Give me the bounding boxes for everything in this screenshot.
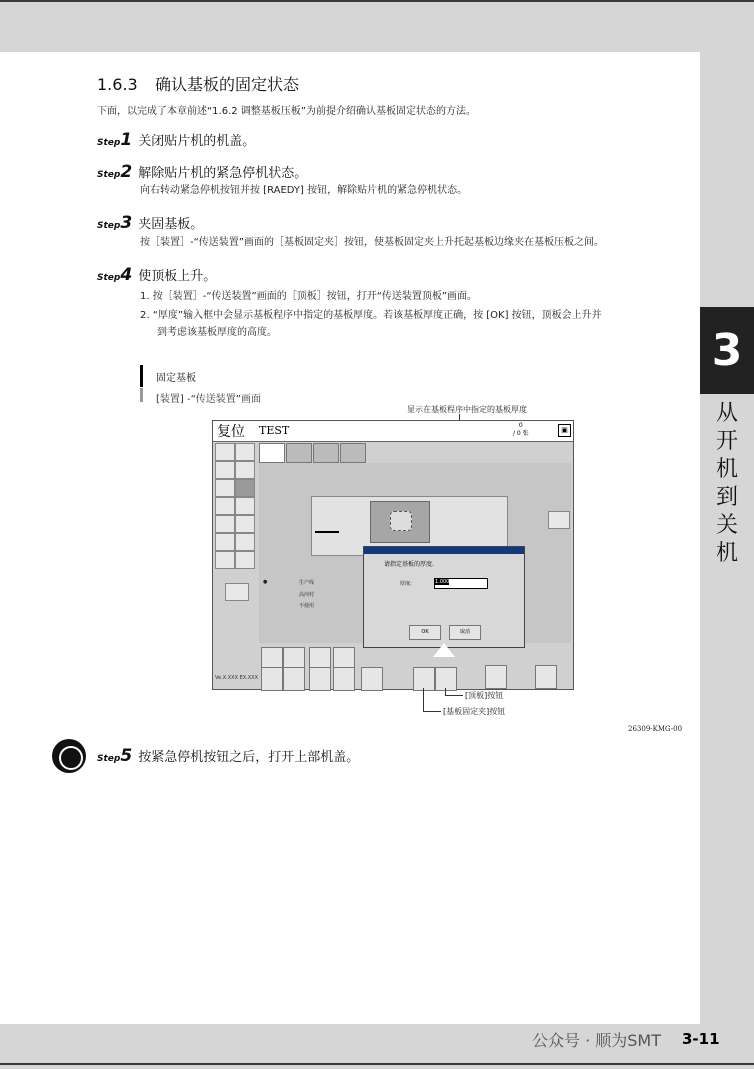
info-label-1: ●	[263, 579, 268, 585]
bottom-btn[interactable]	[309, 667, 331, 691]
info-value-2: 高河村	[299, 592, 315, 598]
figure-bar	[140, 365, 143, 387]
step-4-sub-1: 1. 按［装置］-“传送装置”画面的［顶板］按钮，打开“传送装置顶板”画面。	[140, 291, 478, 302]
side-btn[interactable]	[215, 461, 235, 479]
step-2-desc: 向右转动紧急停机按钮并按 [RAEDY] 按钮，解除贴片机的紧急停机状态。	[140, 185, 468, 196]
screen-header	[213, 421, 573, 442]
bottom-btn[interactable]	[283, 667, 305, 691]
side-btn[interactable]	[235, 443, 255, 461]
step-2: Step2 解除贴片机的紧急停机状态。	[97, 162, 308, 182]
step-4-sub-2b: 到考虑该基板厚度的高度。	[157, 327, 277, 338]
tab-transfer[interactable]	[259, 443, 285, 463]
dialog-titlebar	[364, 547, 524, 554]
window-icon[interactable]: ▣	[558, 424, 571, 437]
annot-board-clamp: [基板固定夹]按钮	[443, 707, 506, 716]
board-counter: 0 / 0 张	[513, 422, 529, 437]
step-3: Step3 夹固基板。	[97, 213, 204, 233]
side-btn[interactable]	[215, 479, 235, 497]
annot-backup-plate: [顶板]按钮	[465, 691, 504, 700]
backup-plate-button[interactable]	[435, 667, 457, 691]
side-btn[interactable]	[215, 515, 235, 533]
bottom-btn[interactable]	[261, 667, 283, 691]
intro-text: 下面，以完成了本章前述“1.6.2 调整基板压板”为前提介绍确认基板固定状态的方法。	[97, 106, 476, 117]
side-btn[interactable]	[235, 515, 255, 533]
side-btn[interactable]	[225, 583, 249, 601]
section-title: 1.6.3 确认基板的固定状态	[97, 75, 300, 94]
machine-screen	[212, 420, 574, 690]
up-arrow-icon	[433, 643, 455, 657]
side-btn[interactable]	[235, 461, 255, 479]
arrow-left	[315, 531, 339, 533]
callout-line-1h	[445, 695, 463, 696]
panel-right-btn[interactable]	[548, 511, 570, 529]
version-text: Ve.X.XXX EX.XXX	[215, 675, 259, 681]
side-btn-device[interactable]	[235, 479, 255, 497]
chapter-title: 从 开 机 到 关 机	[715, 401, 738, 566]
tab[interactable]	[313, 443, 339, 463]
dialog-message: 请指定基板的厚度.	[384, 561, 434, 568]
callout-line-2h	[423, 711, 441, 712]
bottom-btn[interactable]	[535, 665, 557, 689]
tab[interactable]	[286, 443, 312, 463]
figure-bar-light	[140, 388, 143, 402]
chapter-number: 3	[700, 307, 754, 394]
bottom-btn[interactable]	[361, 667, 383, 691]
step-4: Step4 使顶板上升。	[97, 265, 217, 285]
side-btn[interactable]	[215, 497, 235, 515]
side-btn[interactable]	[215, 551, 235, 569]
thickness-dialog	[363, 546, 525, 648]
thickness-label: 厚度:	[400, 581, 412, 587]
step-1: Step1 关闭贴片机的机盖。	[97, 130, 256, 150]
page-number: 3-11	[682, 1030, 720, 1048]
callout-line-2	[423, 688, 424, 712]
figure-title: 固定基板	[156, 373, 196, 384]
cancel-button[interactable]: 取消	[449, 625, 481, 640]
watermark: 公众号 · 顺为SMT	[532, 1031, 661, 1050]
top-rule	[0, 0, 754, 2]
board	[390, 511, 412, 531]
step-4-sub-2: 2. “厚度”输入框中会显示基板程序中指定的基板厚度。若该基板厚度正确，按 [OK] 按钮，顶板会上升并	[140, 310, 602, 321]
bottom-btn[interactable]	[333, 667, 355, 691]
caution-icon	[52, 739, 86, 773]
side-btn[interactable]	[235, 533, 255, 551]
side-btn[interactable]	[235, 497, 255, 515]
reset-button[interactable]: 复位	[217, 424, 245, 440]
figure-code: 26309-KMG-00	[628, 725, 683, 733]
program-name: TEST	[259, 424, 290, 437]
bottom-btn[interactable]	[485, 665, 507, 689]
bottom-rule	[0, 1063, 754, 1065]
side-btn[interactable]	[215, 533, 235, 551]
tab[interactable]	[340, 443, 366, 463]
side-btn[interactable]	[215, 443, 235, 461]
info-value-1: 生产线	[299, 580, 315, 586]
board-clamp-button[interactable]	[413, 667, 435, 691]
figure-subtitle: [装置] -“传送装置”画面	[156, 394, 261, 405]
side-btn[interactable]	[235, 551, 255, 569]
ok-button[interactable]: OK	[409, 625, 441, 640]
annot-thickness: 显示在基板程序中指定的基板厚度	[407, 405, 527, 414]
step-3-desc: 按［装置］-“传送装置”画面的［基板固定夹］按钮，使基板固定夹上升托起基板边缘夹在基板压板之间。	[140, 237, 604, 248]
info-value-3: 不使用	[299, 603, 315, 609]
thickness-input[interactable]: 1.000	[434, 578, 488, 589]
